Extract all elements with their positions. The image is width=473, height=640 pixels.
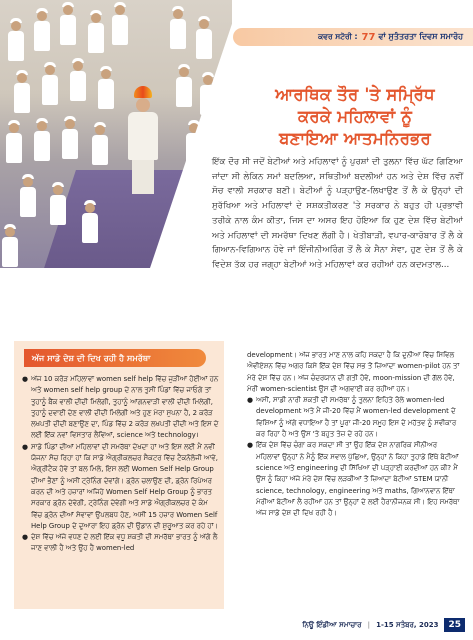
student-figure [14, 70, 30, 113]
student-figure [34, 118, 50, 161]
student-figure [6, 120, 22, 163]
student-figure [98, 66, 114, 109]
student-figure [70, 58, 86, 101]
student-figure [92, 122, 108, 165]
bullet-icon: ● [22, 533, 29, 542]
list-item [247, 395, 463, 440]
list-item-text: ਦੇਸ਼ ਵਿੱਚ ਅੱਜੇ ਵਧਣ ਦੇ ਲਈ ਇੱਕ ਵਧੂ ਸ਼ਕਤੀ ਦੀ ਸਮਰੱਥਾ ਭਾਰਤ ਨੂੰ ਅੱਗੇ ਲੈ ਜਾਣ ਵਾਲੀ ਹੈ ਅਤੇ ਉਹ ਹੈ women-led [31, 533, 218, 553]
student-figure [62, 116, 78, 159]
bullet-icon: ● [22, 442, 29, 451]
title-line: ਆਰਥਿਕ ਤੌਰ 'ਤੇ ਸਮ੍ਰਿੱਧ [275, 85, 435, 104]
badge-number: 77 [361, 31, 376, 43]
box-content [22, 374, 219, 555]
student-figure [112, 2, 128, 45]
badge-prefix: ਕਵਰ ਸਟੋਰੀ : [318, 32, 358, 41]
student-figure [88, 10, 104, 53]
bullet-icon: ● [247, 396, 254, 405]
cover-story-badge [233, 28, 473, 46]
right-column [247, 350, 463, 519]
continued-text: development। ਅੱਜ ਭਾਰਤ ਮਾਣ ਨਾਲ ਕਹਿ ਸਕਦਾ ਹੈ ਕਿ ਦੁਨੀਆ ਵਿੱਚ ਸਿਵਿਲ ਐਵੀਏਸ਼ਨ ਵਿੱਚ ਅਗਰ ਕਿਸੇ ਇੱਕ ਦੇਸ਼ ਵਿੱਚ ਸਭ ਤੋਂ ਜ਼ਿਆਦਾ women-pilot ਹਨ ਤਾਂ ਮੇਰੇ ਦੇਸ਼ ਵਿੱਚ ਹਨ। ਅੱਜ ਚੰਦਰਯਾਨ ਦੀ ਗਤੀ ਹੋਵੇ, moon-mission ਦੀ ਗੱਲ ਹੋਵੇ, ਮੇਰੀ women-scientist ਉਸ ਦੀ ਅਗਵਾਈ ਕਰ ਰਹੀਆਂ ਹਨ। [247, 351, 460, 393]
list-item [247, 440, 463, 519]
list-item-text: ਇੱਕ ਦੇਸ਼ ਵਿੱਚ ਚੰਗਾ ਕਰ ਸਕਦਾ ਸੀ ਤਾਂ ਉਹ ਇੱਕ ਦੇਸ਼ ਨਾਗਰਿਕ ਸੀਨੀਅਰ ਮਹਿਲਾਵਾਂ ਉਨ੍ਹਾਂ ਨੇ ਮੈਨੂੰ ਇੱਕ ਸਵਾਲ ਪੁੱਛਿਆ, ਉਨ੍ਹਾਂ ਨੇ ਕਿਹਾ ਤੁਹਾਡੇ ਇੱਥੇ ਬੇਟੀਆਂ science ਅਤੇ engineering ਦੀ ਸਿੱਖਿਆ ਦੀ ਪੜ੍ਹਾਈ ਕਰਦੀਆਂ ਹਨ ਕੀ? ਮੈਂ ਉਸ ਨੂੰ ਕਿਹਾ ਅੱਜੇ ਮੇਰੇ ਦੇਸ਼ ਵਿੱਚ ਲੜਕੀਆਂ ਤੋਂ ਜ਼ਿਆਦਾ ਬੇਟੀਆਂ STEM ਯਾਨੀ science, technology, engineering ਅਤੇ maths, ਗਿਆਨਵਾਨ ਇੱਥਾ ਮੇਰੀਆਂ ਬੇਟੀਆਂ ਲੈ ਰਹੀਆਂ ਹਨ ਤਾਂ ਉਨ੍ਹਾਂ ਦੇ ਲਈ ਹੈਰਾਨੀਜਨਕ ਸੀ। ਇਹ ਸਮਰੱਥਾ ਅੱਜ ਸਾਡੇ ਦੇਸ਼ ਦੀ ਦਿਖ ਰਹੀ ਹੈ। [256, 441, 460, 518]
list-item [22, 442, 219, 532]
intro-paragraph: ਇੱਕ ਦੌਰ ਸੀ ਜਦੋਂ ਬੇਟੀਆਂ ਅਤੇ ਮਹਿਲਾਵਾਂ ਨੂੰ ਪੁਰਸ਼ਾਂ ਦੀ ਤੁਲਨਾ ਵਿੱਚ ਘੱਟ ਗਿਣਿਆ ਜਾਂਦਾ ਸੀ ਲੇਕਿਨ ਸਮਾਂ ਬਦਲਿਆ, ਸਥਿਤੀਆਂ ਬਦਲੀਆਂ ਹਨ ਅਤੇ ਦੇਸ਼ ਵਿੱਚ ਨਵੀਂ ਸੋਚ ਵਾਲੀ ਸਰਕਾਰ ਬਣੀ। ਬੇਟੀਆਂ ਨੂੰ ਪੜ੍ਹਾਉਣ-ਲਿਖਾਉਣ ਤੋਂ ਲੈ ਕੇ ਉਨ੍ਹਾਂ ਦੀ ਸੁਰੱਖਿਆ ਅਤੇ ਮਹਿਲਾਵਾਂ ਦੇ ਸਸ਼ਕਤੀਕਰਣ 'ਤੇ ਸਰਕਾਰ ਨੇ ਬਹੁਤ ਹੀ ਪ੍ਰਭਾਵੀ ਤਰੀਕੇ ਨਾਲ ਕੰਮ ਕੀਤਾ, ਜਿਸ ਦਾ ਅਸਰ ਇਹ ਹੋਇਆ ਕਿ ਹੁਣ ਦੇਸ਼ ਵਿੱਚ ਬੇਟੀਆਂ ਅਤੇ ਮਹਿਲਾਵਾਂ ਦੀ ਸਮਰੱਥਾ ਦਿਖਣ ਲੱਗੀ ਹੈ। ਖੇਤੀਬਾੜੀ, ਵਪਾਰ-ਕਾਰੋਬਾਰ ਤੋਂ ਲੈ ਕੇ ਗਿਆਨ-ਵਿਗਿਆਨ ਹੋਵੇ ਜਾਂ ਇੰਜੀਨੀਅਰਿੰਗ ਤੋਂ ਲੈ ਕੇ ਸੈਨਾ ਸੇਵਾ, ਹੁਣ ਦੇਸ਼ ਤੋਂ ਲੈ ਕੇ ਵਿਦੇਸ਼ ਤੱਕ ਹਰ ਜਗ੍ਹਾ ਬੇਟੀਆਂ ਅਤੇ ਮਹਿਲਾਵਾਂ ਕਰ ਰਹੀਆਂ ਹਨ ਕਦਮਤਾਲ... [212, 157, 463, 270]
student-figure [42, 62, 58, 105]
list-item-text: ਅਸੀਂ, ਸਾਡੀ ਨਾਰੀ ਸ਼ਕਤੀ ਦੀ ਸਮਰੱਥਾ ਨੂੰ ਤੁਲਨਾ ਇਹਿਤੇ ਰੋਲੇ women-led development ਅਤੇ ਮੈਂ ਜੀ-20 ਵਿੱਚ ਮੈਂ women-led development ਦੇ ਵਿਸ਼ਿਆਂ ਨੂੰ ਅੱਗੇ ਵਧਾਇਆ ਹੈ ਤਾਂ ਪੂਰਾ ਜੀ-20 ਸਮੂਹ ਇਸ ਦੇ ਮਹੱਤਵ ਨੂੰ ਸਵੀਕਾਰ ਕਰ ਰਿਹਾ ਹੈ ਅਤੇ ਉਸ 'ਤੇ ਬਹੁਤ ਤੇਜ਼ ਦੇ ਰਹੇ ਹਨ। [256, 396, 457, 439]
title-line: ਕਰਕੇ ਮਹਿਲਾਵਾਂ ਨੂੰ [297, 107, 413, 126]
student-figure [8, 18, 24, 61]
list-item [22, 532, 219, 555]
student-figure [60, 2, 76, 45]
student-figure [82, 200, 98, 243]
student-figure [2, 224, 18, 267]
bullet-icon: ● [22, 375, 29, 383]
page-title [240, 84, 470, 150]
list-item-text: ਸਾਡੇ ਪਿੰਡਾਂ ਦੀਆਂ ਮਹਿਲਾਵਾਂ ਦੀ ਸਮਰੱਥਾ ਦੇਖਦਾ ਹਾਂ ਅਤੇ ਇਸ ਲਈ ਮੈਂ ਨਵੀਂ ਯੋਜਨਾ ਸੋਚ ਰਿਹਾ ਹਾਂ ਕਿ ਸਾਡੇ ਐਗ੍ਰੀਕਲਚਰ ਸੈਕਟਰ ਵਿੱਚ ਟੈਕਨੋਲੋਜੀ ਆਵੇ, ਐਗ੍ਰੀਟੈਕ ਹੋਵੇ ਤਾਂ ਬਲ ਮਿਲੇ, ਇਸ ਲਈ Women Self Help Group ਦੀਆਂ ਭੈਣਾਂ ਨੂੰ ਅਸੀਂ ਟ੍ਰੇਨਿੰਗ ਦੇਵਾਂਗੇ। ਡ੍ਰੋਨ ਚਲਾਉਣ ਦੀ, ਡ੍ਰੋਨ ਰਿਪੇਅਰ ਕਰਨ ਦੀ ਅਤੇ ਹਜ਼ਾਰਾਂ ਅਜਿਹੇ Women Self Help Group ਨੂੰ ਭਾਰਤ ਸਰਕਾਰ ਡ੍ਰੋਨ ਦੇਵੇਗੀ, ਟ੍ਰੇਨਿੰਗ ਦੇਵੇਗੀ ਅਤੇ ਸਾਡੇ ਐਗ੍ਰੀਕਲਚਰ ਦੇ ਕੰਮ ਵਿੱਚ ਡ੍ਰੋਨ ਦੀਆਂ ਸੇਵਾਵਾਂ ਉਪਲਬਧ ਹੋਣ, ਅਸੀਂ 15 ਹਜ਼ਾਰ Women Self Help Group ਦੇ ਦੁਆਰਾ ਇਹ ਡ੍ਰੋਨ ਦੀ ਉਡਾਨ ਦੀ ਸ਼ੁਰੂਆਤ ਕਰ ਰਹੇ ਹਾਂ। [31, 442, 219, 530]
page-number: 25 [444, 618, 465, 632]
list-item-text: ਅੱਜ 10 ਕਰੋੜ ਮਹਿਲਾਵਾਂ women self help ਵਿੱਚ ਜੁੜੀਆਂ ਹੋਈਆਂ ਹਨ ਅਤੇ women self help group ਦੇ ਨਾਲ ਤੁਸੀਂ ਪਿੰਡਾਂ ਵਿੱਚ ਜਾਓਗੇ ਤਾਂ ਤੁਹਾਨੂੰ ਬੈਂਕ ਵਾਲੀ ਦੀਦੀ ਮਿਲੇਗੀ, ਤੁਹਾਨੂੰ ਆਂਗਨਵਾੜੀ ਵਾਲੀ ਦੀਦੀ ਮਿਲੇਗੀ, ਤੁਹਾਨੂੰ ਦਵਾਈ ਦੇਣ ਵਾਲੀ ਦੀਦੀ ਮਿਲੇਗੀ ਅਤੇ ਹੁਣ ਮੇਰਾ ਸੁਪਨਾ ਹੈ, 2 ਕਰੋੜ ਲਖਪਤੀ ਦੀਦੀ ਬਣਾਉਣ ਦਾ, ਪਿੰਡ ਵਿੱਚ 2 ਕਰੋੜ ਲਖਪਤੀ ਦੀਦੀ ਅਤੇ ਇਸ ਦੇ ਲਈ ਇੱਕ ਨਵਾਂ ਵਿਸਤਾਰ ਲੈਵਿਆਂ, science ਅਤੇ technology। [31, 375, 219, 440]
student-figure [20, 174, 36, 217]
footer-separator: | [367, 621, 371, 629]
student-figure [34, 8, 50, 51]
issue-date: 1-15 ਸਤੰਬਰ, 2023 [376, 620, 439, 629]
badge-text: ਵਾਂ ਸੁਤੰਤਰਤਾ ਦਿਵਸ ਸਮਾਰੋਹ [378, 32, 463, 41]
page-footer [302, 618, 465, 632]
title-line: ਬਣਾਇਆ ਆਤਮਨਿਰਭਰ [279, 129, 431, 148]
student-figure [50, 182, 66, 225]
box-title: ਅੱਜ ਸਾਡੇ ਦੇਸ਼ ਦੀ ਦਿਖ ਰਹੀ ਹੈ ਸਮਰੱਥਾ [24, 349, 206, 367]
bullet-icon: ● [247, 441, 254, 450]
magazine-name: ਨਿਊ ਇੰਡੀਆ ਸਮਾਚਾਰ [302, 620, 362, 629]
list-item [22, 374, 219, 442]
